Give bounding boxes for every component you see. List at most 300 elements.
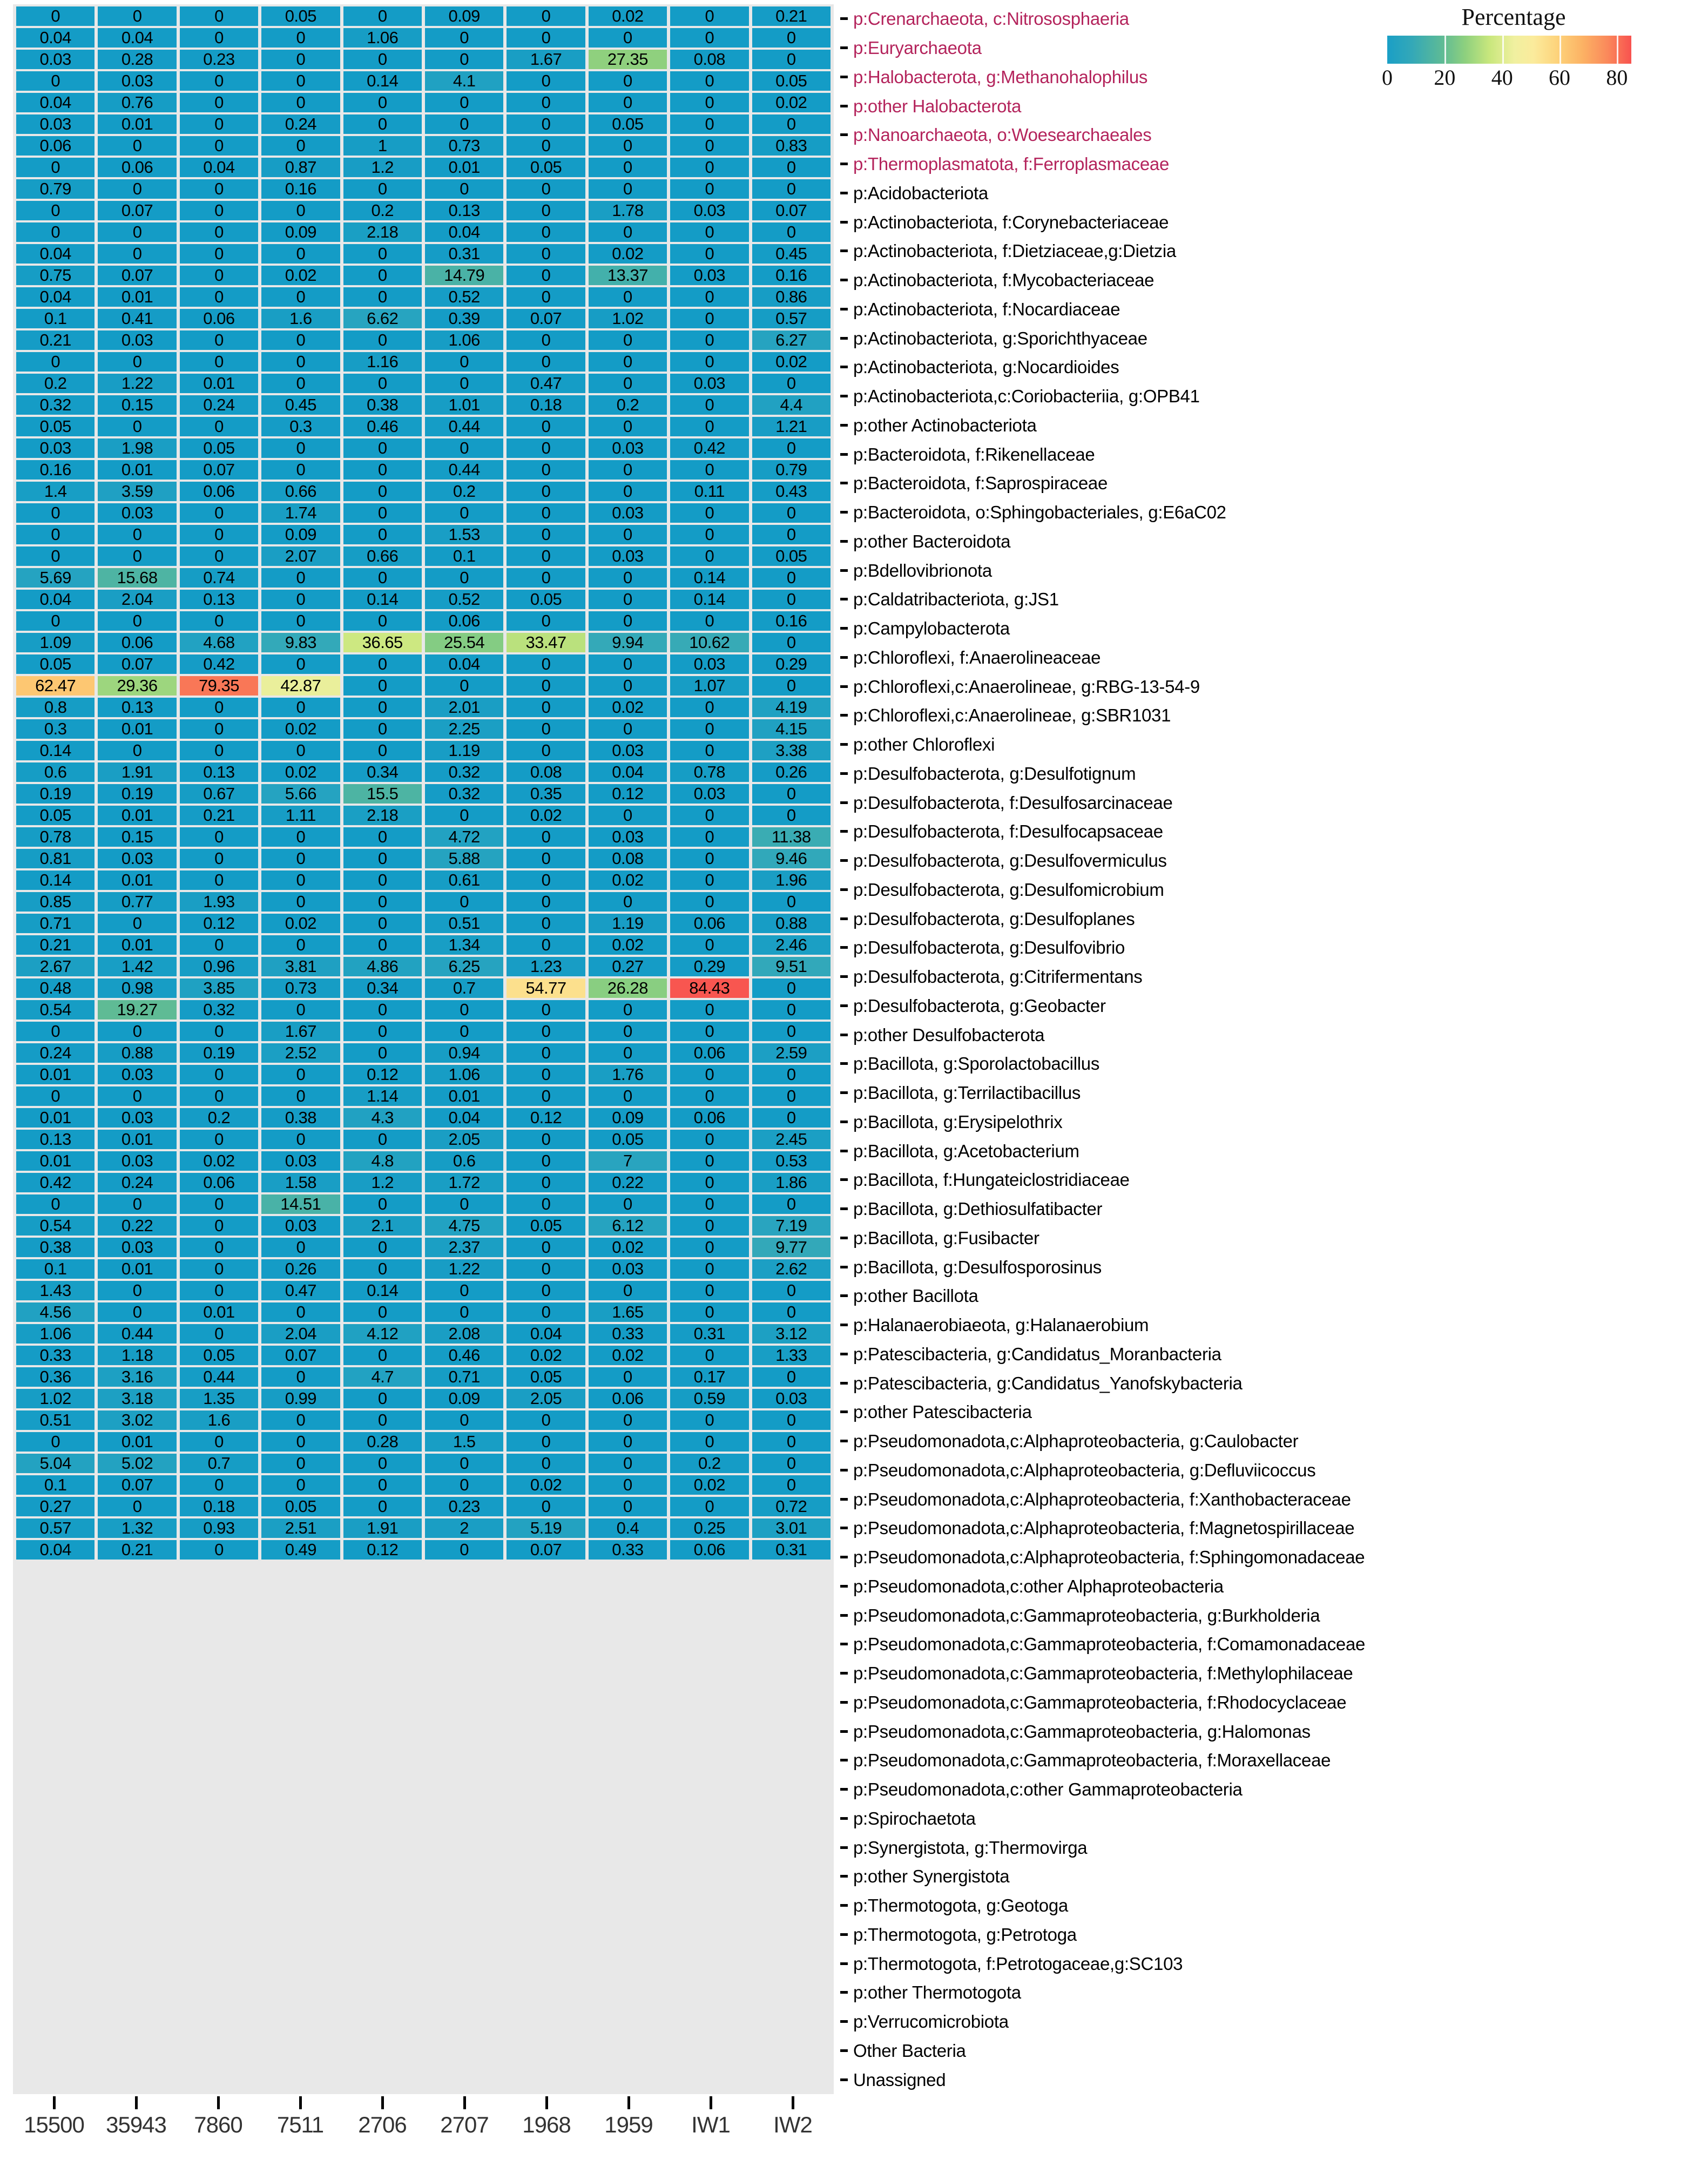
heatmap-cell: 0 [343,503,422,523]
heatmap-cell: 0.24 [261,114,340,134]
heatmap-cell: 1.93 [180,892,258,912]
row-label-text: p:Euryarchaeota [853,38,982,58]
heatmap-cell: 0 [261,201,340,220]
heatmap-cell: 25.54 [425,633,503,652]
row-label-text: p:Desulfobacterota, g:Desulfovibrio [853,937,1125,958]
heatmap-cell: 0 [752,374,831,393]
heatmap-cell: 0 [261,1238,340,1257]
heatmap-cell: 0 [343,287,422,307]
row-tick-icon [840,1904,848,1907]
heatmap-cell: 0.02 [752,93,831,112]
heatmap-cell: 0.16 [752,611,831,631]
heatmap-cell: 0 [507,870,585,890]
heatmap-cell: 2.62 [752,1259,831,1279]
heatmap-cell: 0 [752,892,831,912]
x-tick-label: 2707 [440,2112,489,2137]
heatmap-cell: 0 [752,1281,831,1300]
row-label [840,1194,1596,1224]
colorbar-separator [1560,36,1561,64]
heatmap-cell: 0 [180,93,258,112]
row-tick-icon [840,424,848,427]
heatmap-row [16,914,831,933]
heatmap-cell: 0 [670,330,748,350]
heatmap-cell: 0.05 [507,590,585,609]
heatmap-cell: 2 [425,1518,503,1538]
heatmap-cell: 4.68 [180,633,258,652]
heatmap-cell: 0 [589,1043,667,1063]
heatmap-cell: 0.21 [180,806,258,825]
heatmap-cell: 0.14 [670,590,748,609]
heatmap-cell: 0.24 [16,1043,94,1063]
row-label-text: p:Actinobacteriota, f:Corynebacteriaceae [853,212,1169,232]
x-tick-mark [463,2096,466,2109]
heatmap-cell: 0.76 [98,93,176,112]
heatmap-cell: 0.32 [180,1000,258,1020]
heatmap-cell: 4.56 [16,1302,94,1322]
heatmap-cell: 0.3 [16,719,94,739]
heatmap-cell: 0 [98,136,176,156]
heatmap-cell: 0 [670,546,748,566]
row-tick-icon [840,76,848,78]
heatmap-cell: 0 [261,568,340,588]
heatmap-cell: 0 [670,158,748,177]
row-label [840,469,1596,498]
row-tick-icon [840,1585,848,1588]
heatmap-cell: 0 [98,1086,176,1106]
row-tick-icon [840,249,848,252]
row-label-text: p:Pseudomonadota,c:other Gammaproteobacteria [853,1779,1243,1800]
heatmap-cell: 0 [752,1108,831,1128]
row-label-text: p:Bacillota, g:Terrilactibacillus [853,1083,1081,1103]
row-label [840,1398,1596,1427]
heatmap-cell: 0.04 [16,93,94,112]
heatmap-cell: 0.16 [261,179,340,199]
row-tick-icon [840,279,848,281]
colorbar-legend [1379,3,1649,106]
heatmap-cell: 0 [16,1022,94,1041]
heatmap-cell: 1.18 [98,1346,176,1365]
heatmap-cell: 1.22 [425,1259,503,1279]
heatmap-cell: 0 [589,1497,667,1516]
heatmap-cell: 0.04 [425,222,503,242]
row-tick-icon [840,772,848,775]
heatmap-cell: 0 [425,1281,503,1300]
heatmap-cell: 0 [507,719,585,739]
heatmap-row [16,676,831,696]
heatmap-cell: 0.66 [261,482,340,501]
heatmap-cell: 0 [98,352,176,372]
heatmap-cell: 0 [261,93,340,112]
row-label [840,1484,1596,1514]
heatmap-cell: 0 [343,676,422,696]
row-tick-icon [840,1469,848,1472]
row-tick-icon [840,859,848,862]
heatmap-cell: 0.33 [589,1324,667,1344]
heatmap-cell: 0.16 [16,460,94,480]
row-label-text: p:Thermotogota, g:Geotoga [853,1895,1068,1916]
heatmap-cell: 0 [589,374,667,393]
colorbar-tick-label: 80 [1606,65,1628,90]
x-tick-mark [53,2096,56,2109]
heatmap-cell: 0 [261,28,340,48]
heatmap-cell: 0 [261,330,340,350]
heatmap-cell: 0 [343,1000,422,1020]
heatmap-cell: 0 [261,654,340,674]
row-label [840,1514,1596,1543]
heatmap-cell: 3.38 [752,741,831,760]
heatmap-cell: 0 [670,870,748,890]
row-tick-icon [840,656,848,659]
heatmap-cell: 4.75 [425,1216,503,1236]
heatmap-cell: 0.52 [425,590,503,609]
heatmap-cell: 0.71 [16,914,94,933]
heatmap-cell: 0 [98,1281,176,1300]
heatmap-cell: 0 [180,28,258,48]
heatmap-row [16,1259,831,1279]
heatmap-cell: 6.12 [589,1216,667,1236]
heatmap-cell: 0.14 [670,568,748,588]
heatmap-row [16,1000,831,1020]
heatmap-cell: 0 [180,114,258,134]
row-tick-icon [840,830,848,833]
heatmap-row [16,1518,831,1538]
heatmap-cell: 0.02 [589,1238,667,1257]
heatmap-cell: 0.06 [425,611,503,631]
heatmap-cell: 0 [343,827,422,847]
heatmap-row [16,1173,831,1192]
heatmap-cell: 0.02 [589,244,667,264]
heatmap-cell: 2.05 [425,1130,503,1149]
heatmap-cell: 0.04 [180,158,258,177]
heatmap-cell: 0 [507,1259,585,1279]
row-label [840,904,1596,933]
heatmap-cell: 0 [507,287,585,307]
heatmap-cell: 2.01 [425,698,503,717]
heatmap-cell: 1.01 [425,395,503,415]
heatmap-cell: 0.17 [670,1367,748,1387]
row-label [840,353,1596,382]
heatmap-cell: 0 [343,1259,422,1279]
row-label [840,150,1596,179]
row-label [840,1311,1596,1340]
heatmap-cell: 0 [343,935,422,955]
heatmap-row [16,1281,831,1300]
heatmap-row [16,1130,831,1149]
row-label-text: p:other Patescibacteria [853,1402,1032,1422]
heatmap-cell: 7 [589,1151,667,1171]
heatmap-cell: 2.37 [425,1238,503,1257]
heatmap-cell: 0 [180,870,258,890]
heatmap-cell: 2.07 [261,546,340,566]
heatmap-cell: 0.03 [670,374,748,393]
heatmap-cell: 6.27 [752,330,831,350]
heatmap-cell: 0 [670,741,748,760]
heatmap-row [16,1151,831,1171]
heatmap-cell: 0 [589,93,667,112]
heatmap-cell: 0 [670,6,748,26]
heatmap-cell: 0.05 [16,417,94,436]
heatmap-cell: 3.81 [261,957,340,976]
heatmap-cell: 0 [670,1238,748,1257]
heatmap-row [16,50,831,69]
heatmap-cell: 0.24 [98,1173,176,1192]
heatmap-cell: 0 [343,870,422,890]
heatmap-cell: 0 [670,1497,748,1516]
heatmap-cell: 0 [180,287,258,307]
heatmap-cell: 29.36 [98,676,176,696]
heatmap-cell: 3.01 [752,1518,831,1538]
heatmap-cell: 0.88 [752,914,831,933]
row-tick-icon [840,1991,848,1994]
heatmap-cell: 0 [261,71,340,91]
heatmap-row [16,568,831,588]
heatmap-cell: 0 [180,71,258,91]
heatmap-cell: 0 [589,222,667,242]
heatmap-cell: 0.46 [343,417,422,436]
heatmap-row [16,1475,831,1495]
heatmap-row [16,374,831,393]
heatmap-cell: 0.03 [16,50,94,69]
heatmap-cell: 2.04 [261,1324,340,1344]
heatmap-cell: 0 [180,201,258,220]
row-label-text: p:Caldatribacteriota, g:JS1 [853,589,1059,610]
row-label [840,207,1596,237]
row-label [840,1746,1596,1775]
heatmap-cell: 0 [425,1540,503,1560]
heatmap-cell: 0.36 [16,1367,94,1387]
heatmap-cell: 0 [98,6,176,26]
heatmap-cell: 9.46 [752,849,831,868]
heatmap-row [16,1086,831,1106]
heatmap-cell: 0.04 [589,762,667,782]
heatmap-cell: 0.02 [261,762,340,782]
row-label-text: p:Desulfobacterota, g:Geobacter [853,995,1106,1016]
row-tick-icon [840,133,848,136]
row-tick-icon [840,1150,848,1152]
heatmap-cell: 0 [752,1475,831,1495]
heatmap-row [16,352,831,372]
heatmap-cell: 0.66 [343,546,422,566]
heatmap-cell: 0 [589,179,667,199]
heatmap-cell: 3.85 [180,978,258,998]
heatmap-cell: 1.4 [16,482,94,501]
heatmap-cell: 1.6 [180,1410,258,1430]
heatmap-cell: 0 [261,1454,340,1473]
heatmap-cell: 0.61 [425,870,503,890]
heatmap-cell: 2.05 [507,1389,585,1408]
heatmap-cell: 0 [16,1432,94,1452]
heatmap-cell: 0.04 [16,590,94,609]
row-label [840,1049,1596,1078]
heatmap-cell: 0 [343,330,422,350]
heatmap-cell: 0.77 [98,892,176,912]
heatmap-cell: 0 [343,1043,422,1063]
row-tick-icon [840,1730,848,1733]
heatmap-cell: 0 [507,1151,585,1171]
heatmap-cell: 0.26 [261,1259,340,1279]
heatmap-cell: 0 [589,1454,667,1473]
heatmap-row [16,1108,831,1128]
heatmap-cell: 0 [16,71,94,91]
row-label-text: p:Desulfobacterota, g:Desulfotignum [853,763,1136,784]
heatmap-cell: 0.06 [98,158,176,177]
heatmap-cell: 0 [180,1259,258,1279]
heatmap-cell: 0.08 [507,762,585,782]
heatmap-cell: 0.34 [343,762,422,782]
heatmap-cell: 0 [670,719,748,739]
heatmap-cell: 0.34 [343,978,422,998]
colorbar-tick-label: 40 [1491,65,1513,90]
heatmap-cell: 2.25 [425,719,503,739]
heatmap-grid [13,4,834,2094]
heatmap-cell: 1.43 [16,1281,94,1300]
heatmap-cell: 0 [507,460,585,480]
heatmap-cell: 0.03 [261,1151,340,1171]
heatmap-cell: 0 [180,222,258,242]
heatmap-cell: 0 [425,93,503,112]
heatmap-cell: 3.16 [98,1367,176,1387]
heatmap-cell: 62.47 [16,676,94,696]
heatmap-cell: 0.23 [180,50,258,69]
heatmap-cell: 0 [180,525,258,544]
x-tick-label: 15500 [24,2112,84,2137]
heatmap-cell: 0.21 [16,935,94,955]
heatmap-cell: 0 [180,1238,258,1257]
row-label [840,1833,1596,1862]
heatmap-cell: 0 [752,806,831,825]
heatmap-cell: 0 [670,849,748,868]
heatmap-cell: 0 [507,114,585,134]
heatmap-cell: 0 [98,1497,176,1516]
heatmap-cell: 0.6 [16,762,94,782]
colorbar-tick-label: 20 [1434,65,1456,90]
heatmap-cell: 0 [98,222,176,242]
row-label [840,237,1596,266]
row-label [840,846,1596,875]
row-label-text: p:Bacillota, g:Erysipelothrix [853,1111,1063,1132]
heatmap-row [16,309,831,328]
heatmap-cell: 0.06 [180,1173,258,1192]
row-tick-icon [840,46,848,49]
row-label-text: p:Verrucomicrobiota [853,2012,1009,2032]
heatmap-cell: 0 [261,438,340,458]
row-label-text: p:Pseudomonadota,c:other Alphaproteobacteria [853,1576,1224,1596]
heatmap-cell: 1.21 [752,417,831,436]
heatmap-cell: 0 [589,1000,667,1020]
heatmap-cell: 0 [670,179,748,199]
row-tick-icon [840,1004,848,1007]
heatmap-cell: 0 [507,503,585,523]
heatmap-cell: 0 [16,546,94,566]
heatmap-cell: 0.01 [180,1302,258,1322]
heatmap-cell: 0.44 [425,460,503,480]
heatmap-cell: 0 [180,503,258,523]
heatmap-row [16,935,831,955]
row-label-text: p:Synergistota, g:Thermovirga [853,1837,1088,1858]
heatmap-cell: 5.69 [16,568,94,588]
heatmap-cell: 0 [180,1475,258,1495]
heatmap-cell: 0 [180,1086,258,1106]
heatmap-cell: 0 [670,525,748,544]
row-tick-icon [840,917,848,920]
heatmap-cell: 0.72 [752,1497,831,1516]
heatmap-cell: 0.6 [425,1151,503,1171]
row-label-text: p:Pseudomonadota,c:Alphaproteobacteria, f:Sphingomonadaceae [853,1547,1365,1568]
heatmap-cell: 0 [425,438,503,458]
heatmap-cell: 0 [343,374,422,393]
heatmap-cell: 0 [343,93,422,112]
heatmap-cell: 0 [752,568,831,588]
heatmap-cell: 0 [752,1302,831,1322]
heatmap-cell: 0.03 [98,503,176,523]
heatmap-cell: 0 [261,1302,340,1322]
row-tick-icon [840,1933,848,1936]
heatmap-cell: 0.07 [98,201,176,220]
heatmap-row [16,892,831,912]
heatmap-cell: 0.44 [180,1367,258,1387]
colorbar-gradient [1387,36,1631,64]
row-label [840,323,1596,353]
heatmap-cell: 1.19 [589,914,667,933]
heatmap-cell: 0.38 [343,395,422,415]
heatmap-cell: 0 [16,6,94,26]
heatmap-cell: 0 [670,352,748,372]
heatmap-row [16,222,831,242]
row-label-text: p:Actinobacteriota, f:Mycobacteriaceae [853,270,1155,291]
heatmap-cell: 0.33 [589,1540,667,1560]
heatmap-cell: 0 [752,1065,831,1084]
heatmap-cell: 0 [98,179,176,199]
heatmap-cell: 0.01 [98,460,176,480]
heatmap-cell: 0.1 [16,1475,94,1495]
heatmap-cell: 0.38 [261,1108,340,1128]
row-label-text: p:Actinobacteriota, f:Nocardiaceae [853,299,1120,319]
row-label-text: p:Desulfobacterota, g:Desulfomicrobium [853,879,1164,900]
row-label-text: p:Bdellovibrionota [853,560,992,580]
heatmap-cell: 0 [507,93,585,112]
heatmap-cell: 4.7 [343,1367,422,1387]
row-label-text: p:Halobacterota, g:Methanohalophilus [853,66,1148,87]
heatmap-cell: 0 [425,1000,503,1020]
heatmap-cell: 0 [670,1432,748,1452]
row-label [840,1368,1596,1398]
heatmap-cell: 0 [589,417,667,436]
heatmap-cell: 0 [507,849,585,868]
heatmap-cell: 0 [98,1194,176,1214]
heatmap-cell: 0 [261,741,340,760]
row-tick-icon [840,1410,848,1413]
row-tick-icon [840,1382,848,1385]
heatmap-cell: 0 [261,1432,340,1452]
heatmap-cell: 9.94 [589,633,667,652]
row-label-text: p:Thermotogota, g:Petrotoga [853,1924,1077,1945]
heatmap-cell: 0.42 [180,654,258,674]
heatmap-cell: 3.12 [752,1324,831,1344]
row-label-text: p:Actinobacteriota,c:Coriobacteriia, g:OPB41 [853,386,1200,407]
heatmap-cell: 4.86 [343,957,422,976]
heatmap-cell: 0 [343,179,422,199]
heatmap-cell: 0 [343,654,422,674]
heatmap-cell: 0.02 [670,1475,748,1495]
row-tick-icon [840,2078,848,2081]
heatmap-cell: 0 [589,28,667,48]
heatmap-cell: 0.06 [589,1389,667,1408]
heatmap-cell: 0 [180,1130,258,1149]
heatmap-cell: 0.05 [507,1216,585,1236]
row-label-text: p:Bacteroidota, o:Sphingobacteriales, g:E6aC02 [853,502,1226,523]
heatmap-cell: 9.83 [261,633,340,652]
heatmap-row [16,179,831,199]
